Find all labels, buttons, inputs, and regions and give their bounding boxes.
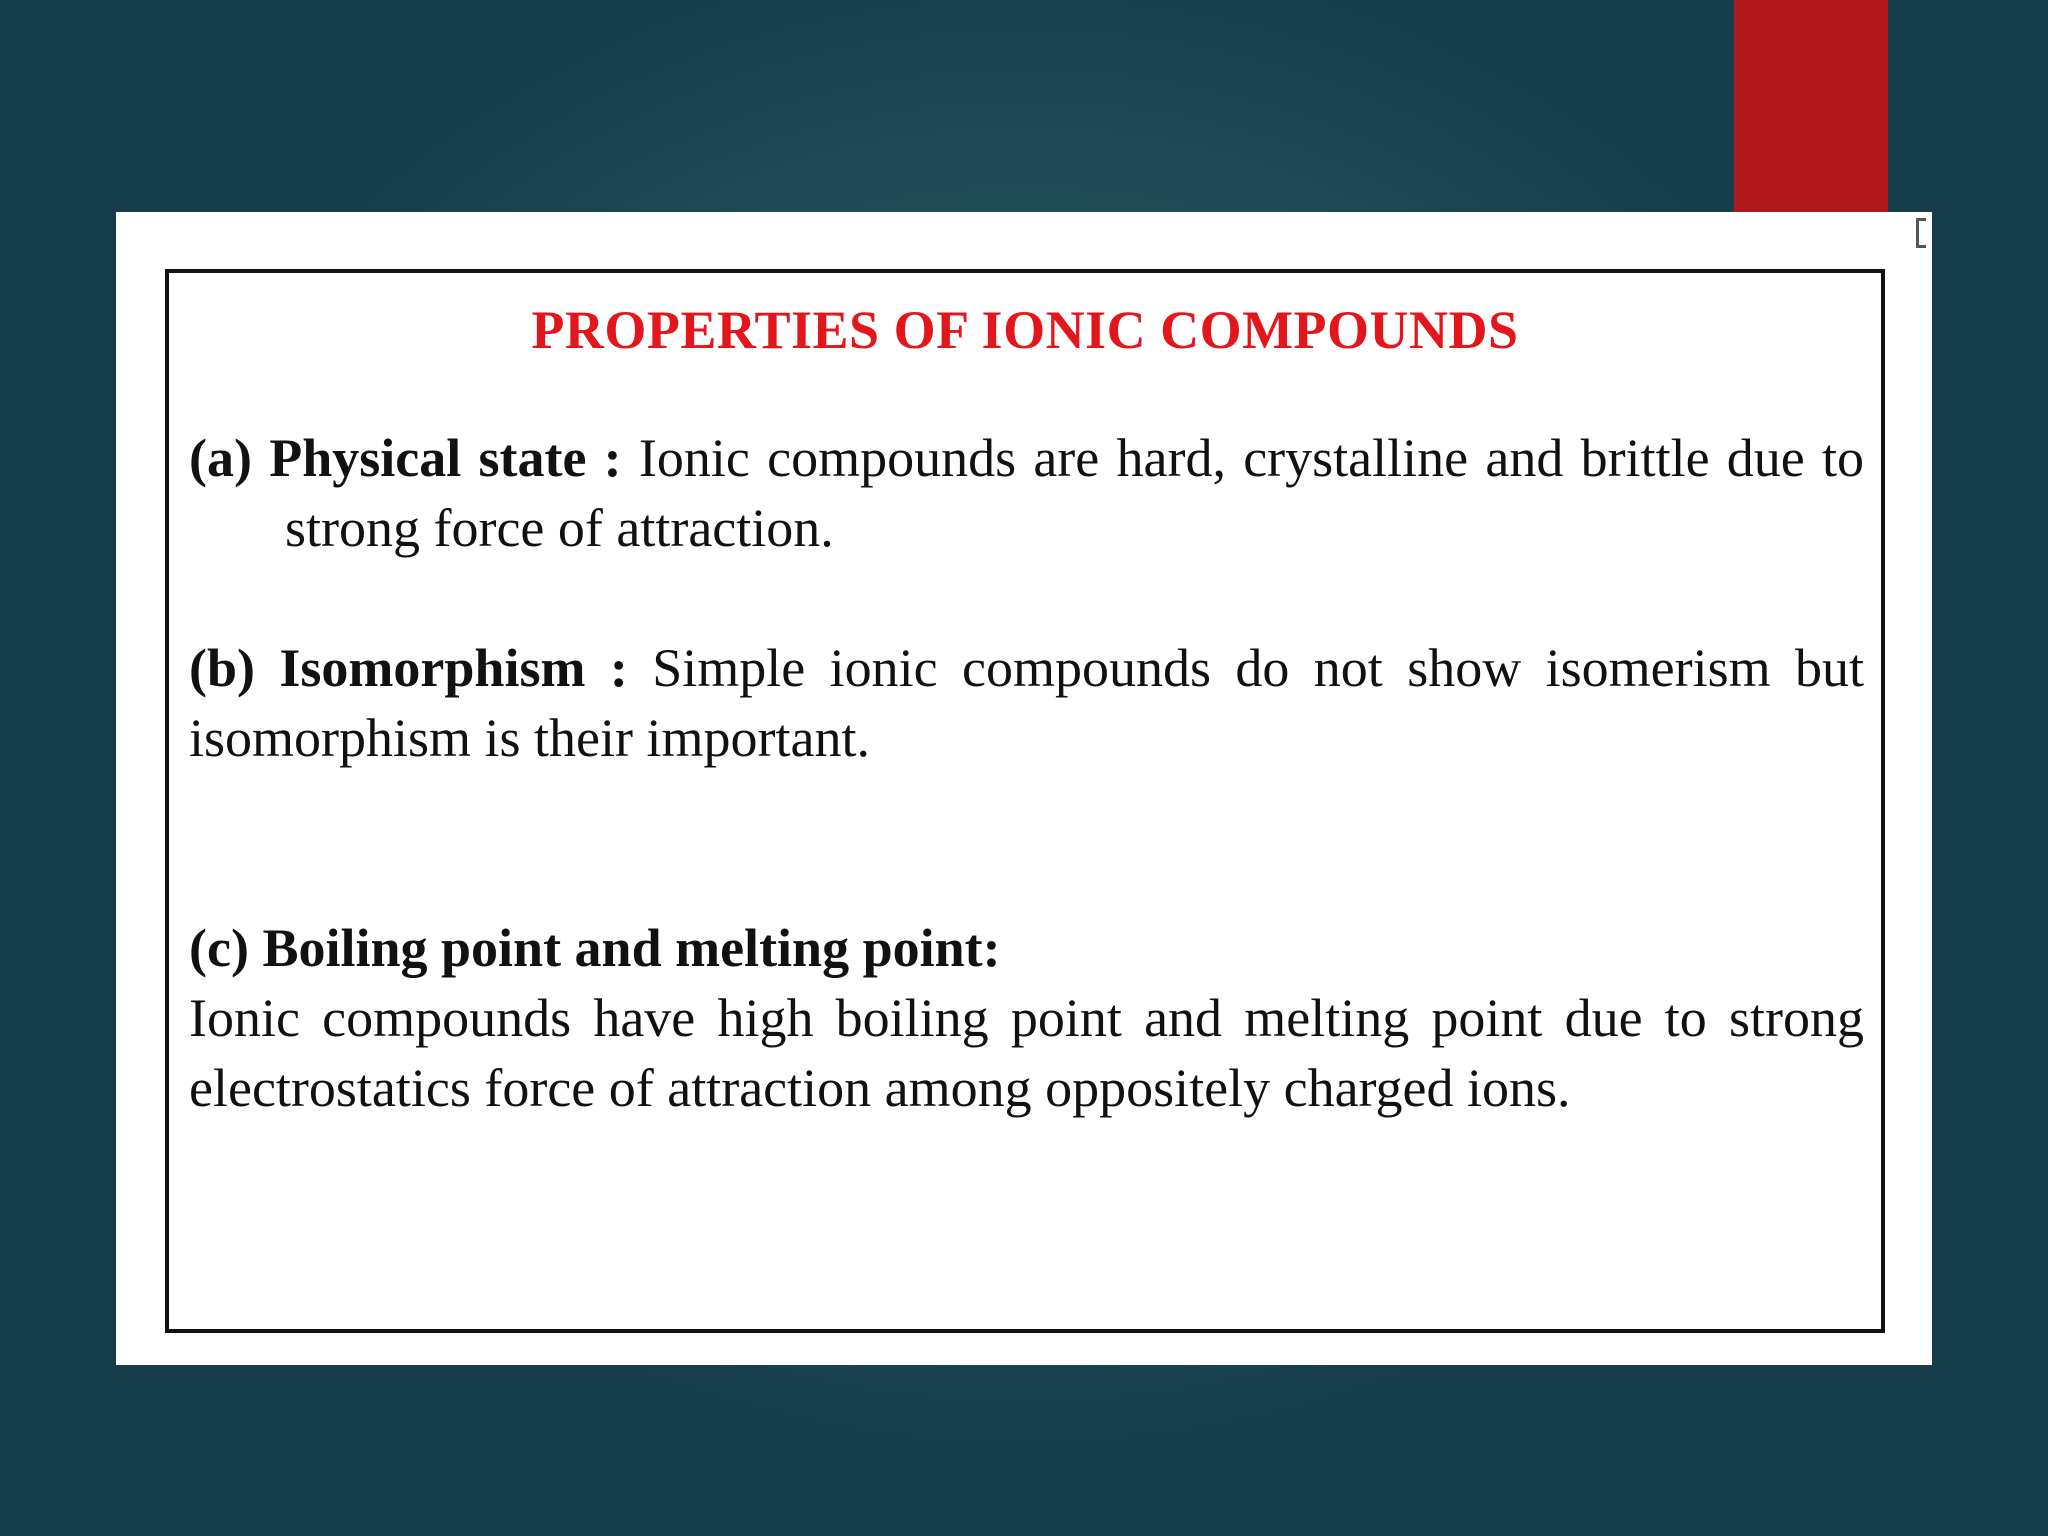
- property-item-boiling-melting-point: [189, 913, 1864, 1123]
- item-text: Simple ionic compounds do not show isomerism but isomorphism is their important.: [189, 638, 1865, 768]
- item-term: Physical state :: [269, 428, 622, 488]
- bracket-mark-icon: [1916, 218, 1926, 248]
- red-accent-bar: [1734, 0, 1888, 214]
- slide-content-panel: [116, 212, 1932, 1365]
- property-item-isomorphism: [189, 633, 1864, 773]
- item-term: Boiling point and melting point:: [262, 918, 1001, 978]
- bordered-content-box: [165, 269, 1885, 1333]
- property-item-physical-state: [189, 423, 1864, 563]
- slide-title: PROPERTIES OF IONIC COMPOUNDS: [531, 300, 1519, 360]
- item-term: Isomorphism :: [279, 638, 628, 698]
- item-text: Ionic compounds have high boiling point and melting point due to strong electrostatics force of attraction among oppositely charged ions.: [189, 988, 1864, 1118]
- item-label: (b): [189, 638, 255, 698]
- item-label: (a): [189, 428, 252, 488]
- item-label: (c): [189, 918, 249, 978]
- item-text: Ionic compounds are hard, crystalline and brittle due to strong force of attraction.: [285, 428, 1865, 558]
